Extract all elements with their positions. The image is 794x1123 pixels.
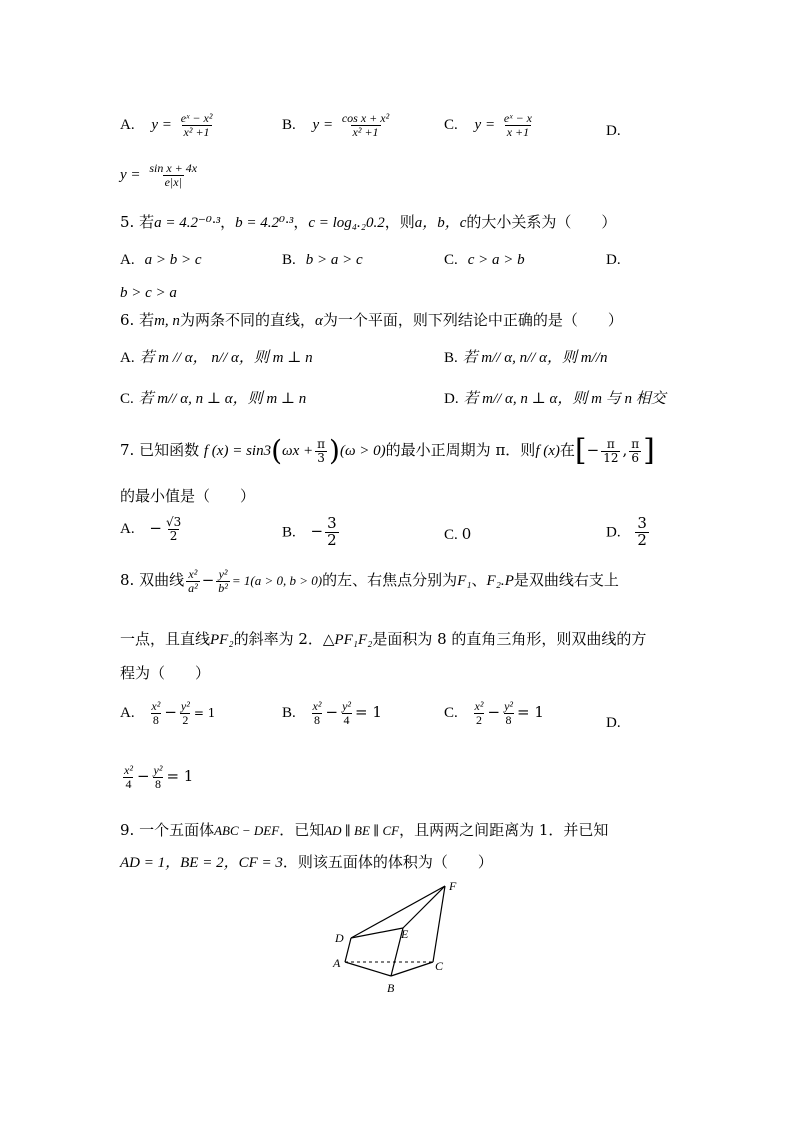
q4-option-a-fraction: $\frac{\text{eˣ − x²}}{\text{x² +1}}$ <box>180 111 213 139</box>
q8-option-d-label[interactable]: D. <box>606 715 621 731</box>
q5-stem: 5. 若a = 4.2⁻⁰·³，b = 4.2⁰·³，c = log₄.₂0.2，则a，b，c的大小关系为（ ） <box>120 213 617 231</box>
q9-stem: 9. 一个五面体ABC − DEF．已知AD ∥ BE ∥ CF，且两两之间距离为 1．并已知 <box>120 821 609 839</box>
q4-option-a[interactable]: A. y = $\frac{\text{eˣ − x²}}{\text{x² +1}}$ <box>120 111 213 139</box>
q7-stem: 7. 已知函数 f (x) = sin3(ωx + $\frac{\pi}{3}$ )(ω > 0)的最小正周期为 π．则f (x)在[− $\frac{\pi}{12}$ , $\frac{\pi}{6}$ ] <box>120 433 655 469</box>
q8-option-a[interactable]: A. $\frac{\text{x²}}{8}$ − $\frac{\text{y²}}{2}$ = 1 <box>120 699 216 727</box>
q8-x2-over-a2: $\frac{\text{x²}}{\text{a²}}$ <box>188 567 198 595</box>
edge-EF <box>403 886 445 928</box>
q4-option-d[interactable]: y = $\frac{\text{sin x + 4x}}{e|x|}$ <box>120 161 198 189</box>
q6-option-a[interactable]: A. 若 m // α， n// α，则 m ⊥ n <box>120 350 313 366</box>
q7-option-d[interactable]: D. $\frac{3}{2}$ <box>606 514 647 549</box>
q8-option-a-x-term: $\frac{\text{x²}}{8}$ <box>151 699 161 727</box>
q5-option-d-label[interactable]: D. <box>606 252 621 268</box>
q7-paren-close: ) <box>329 434 340 468</box>
q5-option-a[interactable]: A. a > b > c <box>120 252 202 268</box>
q7-option-d-fraction: $\frac{3}{2}$ <box>637 514 647 549</box>
q4-option-d-label[interactable]: D. <box>606 123 621 139</box>
pentahedron-figure <box>325 878 465 998</box>
q7-option-b[interactable]: B. − $\frac{3}{2}$ <box>282 514 337 549</box>
vertex-label-e: E <box>401 927 409 941</box>
q7-bracket-open: [ <box>574 433 587 469</box>
edge-CF <box>433 886 445 962</box>
q8-option-b[interactable]: B. $\frac{\text{x²}}{8}$ − $\frac{\text{y²}}{4}$ = 1 <box>282 699 382 727</box>
edge-AD <box>345 938 351 962</box>
q8-option-c[interactable]: C. $\frac{\text{x²}}{2}$ − $\frac{\text{y²}}{8}$ = 1 <box>444 699 544 727</box>
q8-y2-over-b2: $\frac{\text{y²}}{\text{b²}}$ <box>218 567 228 595</box>
q5-option-c[interactable]: C. c > a > b <box>444 252 525 268</box>
q5-option-b[interactable]: B. b > a > c <box>282 252 363 268</box>
vertex-label-d: D <box>335 931 344 945</box>
q4-option-b-fraction: $\frac{\text{cos x + x²}}{\text{x² +1}}$ <box>341 111 390 139</box>
q6-option-c[interactable]: C. 若 m// α, n ⊥ α，则 m ⊥ n <box>120 391 307 407</box>
q6-option-b[interactable]: B. 若 m// α, n// α，则 m//n <box>444 350 608 366</box>
q4-option-d-fraction: $\frac{\text{sin x + 4x}}{e|x|}$ <box>149 161 198 189</box>
vertex-label-a: A <box>333 956 341 970</box>
q7-bracket-close: ] <box>643 433 655 469</box>
q7-pi-over-3: $\frac{\pi}{3}$ <box>317 437 326 465</box>
q7-pi-over-12: $\frac{\pi}{12}$ <box>603 437 619 465</box>
q8-stem-line2: 一点，且直线PF₂的斜率为 2．△PF₁F₂是面积为 8 的直角三角形，则双曲线的方 <box>120 630 647 648</box>
q8-option-b-x-term: $\frac{\text{x²}}{8}$ <box>312 699 322 727</box>
q4-option-b[interactable]: B. y = $\frac{\text{cos x + x²}}{\text{x² +1}}$ <box>282 111 390 139</box>
q8-option-c-x-term: $\frac{\text{x²}}{2}$ <box>474 699 484 727</box>
q7-pi-over-6: $\frac{\pi}{6}$ <box>631 437 640 465</box>
edge-AB <box>345 962 391 976</box>
q8-option-c-y-term: $\frac{\text{y²}}{8}$ <box>504 699 513 727</box>
q7-option-c[interactable]: C. 0 <box>444 525 472 543</box>
q8-option-d-y-term: $\frac{\text{y²}}{8}$ <box>153 763 163 791</box>
q8-option-d-x-term: $\frac{\text{x²}}{4}$ <box>124 763 133 791</box>
vertex-label-c: C <box>435 959 444 973</box>
q6-stem: 6. 若m, n为两条不同的直线，α为一个平面，则下列结论中正确的是（ ） <box>120 311 623 329</box>
edge-BC <box>391 962 433 976</box>
vertex-label-f: F <box>449 879 457 893</box>
q4-option-c[interactable]: C. y = $\frac{\text{eˣ − x}}{x +1}$ <box>444 111 532 139</box>
q5-option-d[interactable]: b > c > a <box>120 285 177 301</box>
q8-stem-line3: 程为（ ） <box>120 664 211 682</box>
q7-option-a[interactable]: A. − $\frac{√3}{2}$ <box>120 515 182 543</box>
q9-stem-line2: AD = 1，BE = 2，CF = 3．则该五面体的体积为（ ） <box>120 853 493 871</box>
q7-option-b-fraction: $\frac{3}{2}$ <box>327 514 337 549</box>
q7-stem-line2: 的最小值是（ ） <box>120 487 256 505</box>
q8-option-d[interactable]: $\frac{\text{x²}}{4}$ − $\frac{\text{y²}}{8}$ = 1 <box>124 763 194 791</box>
q4-option-c-fraction: $\frac{\text{eˣ − x}}{x +1}$ <box>503 111 532 139</box>
q7-option-a-fraction: $\frac{√3}{2}$ <box>165 515 182 543</box>
vertex-label-b: B <box>387 981 395 995</box>
edge-DF <box>351 886 445 938</box>
q7-paren-open: ( <box>271 434 283 468</box>
q8-option-b-y-term: $\frac{\text{y²}}{4}$ <box>342 699 351 727</box>
q8-stem: 8. 双曲线 $\frac{\text{x²}}{\text{a²}}$ − $\frac{\text{y²}}{\text{b²}}$ = 1(a > 0, b > 0)的左、右焦点分别为F₁、F₂.P是双曲线右支上 <box>120 567 619 595</box>
q8-option-a-y-term: $\frac{\text{y²}}{2}$ <box>180 699 190 727</box>
q6-option-d[interactable]: D. 若 m// α, n ⊥ α，则 m 与 n 相交 <box>444 391 666 407</box>
